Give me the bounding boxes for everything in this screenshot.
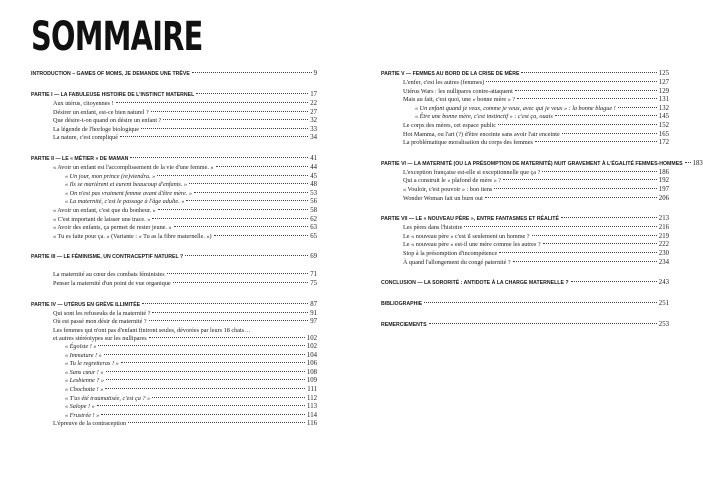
toc-section-heading[interactable] [381,320,669,330]
leader-dots [214,235,309,236]
toc-subentry[interactable] [381,113,669,122]
toc-subentry[interactable] [31,173,317,182]
toc-subentry[interactable] [31,198,317,207]
toc-entry[interactable] [31,109,317,118]
toc-entry[interactable] [381,250,669,259]
toc-entry-label: Wonder Woman fait un burn out [403,194,483,202]
toc-page-number: 45 [310,172,317,180]
leader-dots [152,312,308,313]
leader-dots [106,379,305,380]
leader-dots [151,111,309,112]
spacer [31,289,317,300]
toc-page-number: 172 [658,139,669,147]
page-title: SOMMAIRE [31,14,203,60]
leader-dots [152,218,308,219]
toc-entry-label: L'épreuve de la contraception [53,420,127,428]
leader-dots [163,119,308,120]
toc-entry-label: Le corps des mères, cet espace public [403,121,496,129]
leader-dots [101,414,305,415]
leader-dots [517,98,657,99]
toc-entry[interactable] [381,88,669,97]
toc-page-number: 65 [310,232,317,240]
toc-entry[interactable] [31,134,317,143]
toc-page-number: 33 [310,125,317,133]
leader-dots [503,179,657,180]
leader-dots [157,175,308,176]
leader-dots [194,192,308,193]
leader-dots [130,157,308,158]
toc-subentry[interactable] [31,386,317,395]
toc-entry-label: Qui a construit le « plafond de mère » ? [403,177,502,185]
leader-dots [515,90,657,91]
toc-entry-label: « Avoir un enfant est l'accomplissement de la vie d'une femme. » [53,163,214,171]
toc-section-heading-label: PARTIE IV — UTÉRUS EN GRÈVE ILLIMITÉE [31,301,141,308]
leader-dots [618,107,657,108]
toc-section-heading-label: PARTIE I — LA FABULEUSE HISTOIRE DE L'INSTINCT MATERNEL [31,92,195,98]
toc-page-number: 114 [307,411,317,419]
toc-page-number: 104 [306,351,317,359]
toc-entry-label: Qui sont les refuseuks de la maternité ? [53,309,151,317]
toc-subentry-label: « Immature ! » [65,351,102,359]
leader-dots [158,209,308,210]
toc-page-number: 113 [307,403,317,411]
leader-dots [485,197,657,198]
toc-section-heading[interactable] [31,90,317,100]
toc-subentry[interactable] [31,181,317,190]
toc-entry[interactable] [31,233,317,242]
leader-dots [152,397,305,398]
toc-page-number: 216 [658,224,669,232]
toc-entry[interactable] [31,117,317,126]
toc-entry[interactable] [381,139,669,148]
toc-subentry-label: « Frustrée ! » [65,411,100,419]
toc-entry-label: La problématique moralisation du corps des femmes [403,139,533,147]
toc-page-number: 9 [313,70,317,77]
toc-page-number: 32 [310,117,317,125]
toc-entry-label: Les pères dans l'histoire [403,224,463,232]
toc-page-number: 116 [307,420,317,428]
toc-entry-label: « Avoir un enfant, c'est que du bonheur. » [53,206,156,214]
toc-page-number: 234 [658,258,669,266]
spacer [31,79,317,90]
leader-dots [464,226,656,227]
leader-dots [543,243,657,244]
toc-entry-label: « Tu es faite pour ça. » (Variante : « Tu as la fibre maternelle. ») [53,232,212,240]
toc-page-number: 53 [310,189,317,197]
toc-entry-label: L'exception française est-elle si exceptionnelle que ça ? [403,168,541,176]
leader-dots [121,362,305,363]
toc-section-heading[interactable] [381,278,669,288]
toc-subentry-label: « On n'est pas vraiment femme avant d'être mère. » [65,189,192,197]
leader-dots [149,320,309,321]
toc-page-number: 127 [658,79,669,86]
leader-dots [532,235,657,236]
leader-dots [562,133,657,134]
leader-dots [192,72,312,73]
toc-page-number: 56 [310,198,317,206]
toc-page-number: 91 [310,309,317,317]
toc-page-number: 125 [658,70,669,77]
toc-entry-label: Où est passé mon désir de maternité ? [53,318,147,326]
toc-subentry[interactable] [31,403,317,412]
toc-page-number: 197 [658,185,669,193]
spacer [31,241,317,252]
toc-subentry-label: « Ils se marièrent et eurent beaucoup d'enfants. » [65,181,188,189]
toc-section-heading-label: PARTIE II — LE « MÉTIER » DE MAMAN [31,155,129,162]
toc-right-column [381,69,703,330]
toc-page-number: 152 [658,121,669,129]
toc-entry-label: L'enfer, c'est les autres (femmes) [403,79,485,86]
toc-entry-label: Aux utérus, citoyennes ! [53,100,114,107]
leader-dots [149,337,305,338]
toc-section-heading[interactable] [31,252,317,262]
toc-entry-label: La légende de l'horloge biologique [53,125,139,133]
leader-dots [571,281,657,282]
leader-dots [424,302,657,303]
toc-page-number: 108 [306,368,317,376]
toc-entry[interactable] [381,259,669,268]
toc-entry[interactable] [31,164,317,173]
toc-subentry-label: « Égoïste ! » [65,343,97,351]
toc-subentry-label: « Chochotte ! » [65,386,104,394]
toc-subentry-label: « Tu le regretteras ! » [65,360,119,368]
toc-entry[interactable] [31,216,317,225]
toc-entry-label: Penser la maternité d'un point de vue organique [53,279,171,287]
toc-page-number: 41 [310,154,317,162]
toc-entry-label: Mais au fait, c'est quoi, une « bonne mère » ? [403,96,516,104]
spacer [31,143,317,154]
toc-page-number: 102 [306,343,317,351]
spacer [31,262,317,271]
toc-section-heading[interactable] [31,300,317,310]
leader-dots [494,188,656,189]
leader-dots [97,405,305,406]
toc-left-column [31,69,317,429]
toc-page-number: 58 [310,206,317,214]
leader-dots [196,93,308,94]
leader-dots [521,72,656,73]
toc-entry-label: « C'est important de laisser une trace. » [53,215,151,223]
toc-page-number: 63 [310,224,317,232]
toc-entry-label: « Vouloir, c'est pouvoir » : bon tiens [403,185,493,193]
toc-page-number: 253 [658,321,669,329]
leader-dots [167,273,309,274]
toc-subentry[interactable] [31,377,317,386]
toc-entry[interactable] [381,96,669,105]
toc-entry-label: La maternité au cœur des combats féministes [53,271,165,279]
toc-page-number: 109 [306,377,317,385]
toc-entry[interactable] [381,79,669,88]
toc-entry-label: Que désire-t-on quand on désire un enfant ? [53,117,162,125]
toc-page-number: 17 [310,91,317,98]
toc-subentry[interactable] [31,369,317,378]
toc-page-number: 102 [306,334,317,342]
toc-entry-label-line1: Les femmes qui n'ont pas d'enfant finiront seules, dévorées par leurs 18 chats… [53,326,251,334]
toc-section-heading-label: REMERCIEMENTS [381,322,427,329]
toc-entry-multiline[interactable] [31,327,317,343]
toc-entry[interactable] [31,126,317,135]
toc-subentry[interactable] [31,343,317,352]
toc-section-heading[interactable] [31,69,317,79]
toc-page-number: 213 [658,215,669,223]
toc-section-heading-label: BIBLIOGRAPHIE [381,301,423,308]
toc-section-heading-label: PARTIE VI — LA MATERNITÉ (OU LA PRÉSOMPTION DE MATERNITÉ) NUIT GRAVEMENT À L'ÉGALITÉ FEMMES-HOMMES [381,160,683,167]
toc-subentry-label: « Un enfant quand je veux, comme je veux, avec qui je veux » : la bonne blague ! [415,104,616,112]
toc-entry[interactable] [381,177,669,186]
toc-subentry-label: « La maternité, c'est le passage à l'âge adulte. » [65,198,185,206]
toc-entry[interactable] [31,420,317,429]
toc-entry[interactable] [381,186,669,195]
toc-page-number: 97 [310,318,317,326]
leader-dots [128,422,305,423]
leader-dots [486,81,657,82]
toc-section-heading-label: INTRODUCTION – GAMES OF MOMS, JE DEMANDE UNE TRÊVE [31,71,190,77]
toc-page-number: 206 [658,194,669,202]
toc-entry-label: Désirer un enfant, est-ce bien naturel ? [53,108,149,116]
toc-page-number: 87 [310,300,317,308]
toc-entry[interactable] [31,100,317,109]
toc-entry[interactable] [381,241,669,250]
leader-dots [216,166,309,167]
toc-page-number: 71 [310,271,317,279]
toc-entry[interactable] [31,310,317,319]
leader-dots [116,102,309,103]
toc-section-heading-label: PARTIE VII — LE « NOUVEAU PÈRE », ENTRE FANTASMES ET RÉALITÉ [381,216,559,223]
toc-subentry[interactable] [31,352,317,361]
toc-subentry[interactable] [31,190,317,199]
toc-entry[interactable] [381,195,669,204]
toc-section-heading-label: CONCLUSION — LA SORORITÉ : ANTIDOTE À LA CHARGE MATERNELLE ? [381,280,569,287]
toc-entry[interactable] [381,122,669,131]
toc-section-heading[interactable] [381,69,669,79]
leader-dots [174,226,309,227]
toc-subentry-label: « T'as été traumatisée, c'est ça ? » [65,394,151,402]
leader-dots [104,354,305,355]
toc-page-number: 22 [310,100,317,107]
leader-dots [498,124,657,125]
toc-page-number: 183 [692,159,703,167]
toc-section-heading-label: PARTIE III — LE FÉMINISME, UN CONTRACEPTIF NATUREL ? [31,254,184,261]
leader-dots [685,162,691,163]
toc-subentry-label: « Être une bonne mère, c'est instinctif » : c'est ça, ouais [415,113,553,121]
toc-page-number: 230 [658,249,669,257]
toc-entry[interactable] [31,271,317,280]
toc-section-heading[interactable] [381,159,703,169]
toc-subentry-label: « Salope ! » [65,403,95,411]
toc-subentry-label: « Lesbienne ? » [65,377,105,385]
toc-entry[interactable] [31,280,317,289]
toc-page-number: 106 [306,360,317,368]
leader-dots [185,255,308,256]
toc-entry-label-line2: et autres stéréotypes sur les nullipares [53,334,147,342]
toc-subentry-label: « Sans cœur ! » [65,368,104,376]
leader-dots [106,371,305,372]
leader-dots [98,345,304,346]
toc-page-number: 192 [658,177,669,185]
toc-page-number: 243 [658,279,669,287]
leader-dots [535,141,657,142]
toc-entry[interactable] [381,224,669,233]
toc-page-number: 69 [310,253,317,261]
toc-page-number: 186 [658,168,669,176]
toc-entry-label: Utérus Wars : les nullipares contre-attaquent [403,87,513,95]
toc-page-number: 251 [658,300,669,308]
toc-page-number: 129 [658,87,669,95]
leader-dots [141,128,308,129]
leader-dots [105,388,305,389]
toc-section-heading-label: PARTIE V — FEMMES AU BORD DE LA CRISE DE MÈRE [381,71,520,77]
spacer [381,203,669,214]
toc-section-heading[interactable] [381,214,669,224]
spacer [381,148,669,159]
toc-entry-label: Stop à la présomption d'incompétence [403,249,498,257]
toc-entry-line2 [53,335,317,343]
toc-page-number: 111 [307,386,317,394]
toc-entry[interactable] [31,207,317,216]
toc-page-number: 165 [658,130,669,138]
leader-dots [429,323,657,324]
toc-entry[interactable] [31,318,317,327]
toc-entry-label: « Avoir des enfants, ça permet de rester jeune. » [53,224,172,232]
toc-page-number: 132 [658,104,669,112]
toc-page-number: 34 [310,134,317,142]
leader-dots [555,115,657,116]
toc-page-number: 222 [658,241,669,249]
leader-dots [142,303,308,304]
spacer [381,267,669,278]
toc-entry-label: Hot Mamma, ou l'art (?) d'être enceinte sans avoir l'air enceinte [403,130,560,138]
toc-section-heading[interactable] [31,154,317,164]
spacer [381,309,669,320]
leader-dots [513,261,657,262]
toc-page-number: 145 [658,113,669,121]
toc-entry-label: Le « nouveau père » est-il une mère comme les autres ? [403,241,541,249]
toc-entry-label: La nature, c'est compliqué [53,134,119,142]
toc-page-number: 75 [310,279,317,287]
spacer [381,288,669,299]
toc-page-number: 27 [310,108,317,116]
toc-page-number: 44 [310,163,317,171]
toc-subentry[interactable] [31,395,317,404]
toc-section-heading[interactable] [381,299,669,309]
leader-dots [186,200,308,201]
leader-dots [499,252,657,253]
toc-entry[interactable] [381,233,669,242]
toc-entry[interactable] [381,131,669,140]
toc-entry-label: À quand l'allongement du congé paternité ? [403,258,511,266]
leader-dots [561,217,657,218]
toc-page-number: 131 [658,96,669,104]
toc-page-number: 62 [310,215,317,223]
toc-page-number: 219 [658,232,669,240]
toc-subentry-label: « Un jour, mon prince (re)viendra. » [65,172,156,180]
toc-entry[interactable] [31,224,317,233]
leader-dots [189,183,308,184]
toc-subentry[interactable] [31,412,317,421]
toc-page-number: 112 [307,394,317,402]
toc-entry[interactable] [381,169,669,178]
toc-page-number: 48 [310,181,317,189]
toc-entry-label: Le « nouveau père » c'est il seulement un homme ? [403,232,530,240]
leader-dots [542,171,656,172]
leader-dots [173,282,309,283]
leader-dots [120,136,308,137]
toc-subentry[interactable] [31,360,317,369]
